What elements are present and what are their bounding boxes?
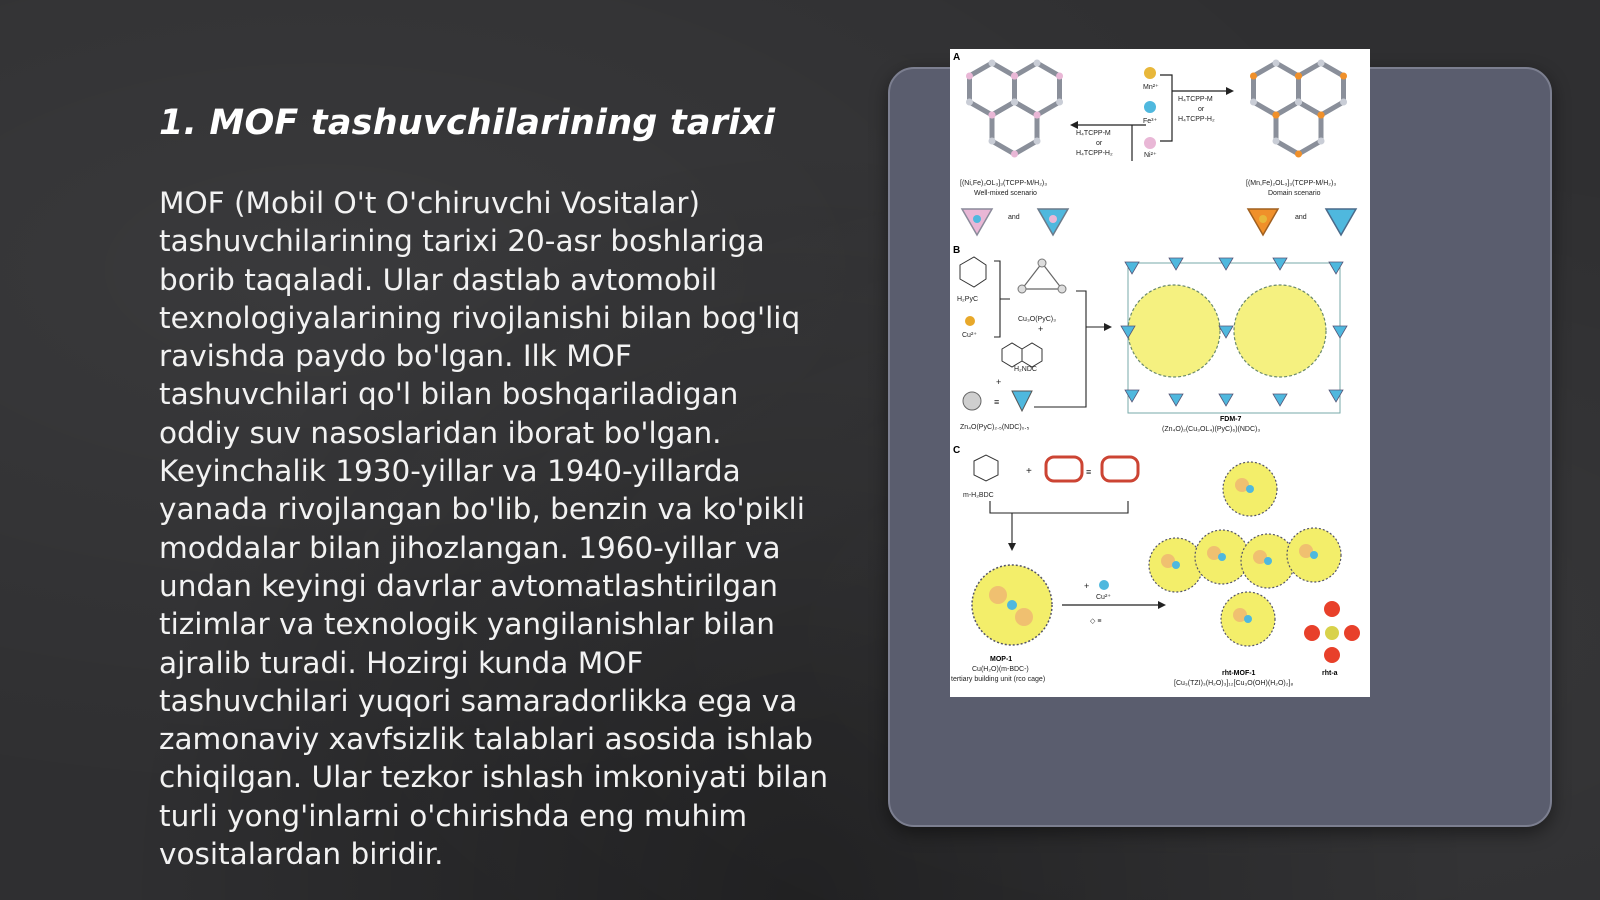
rht-mof-formula: [Cu₃(TZI)₃(H₂O)₃]₁₂[Cu₃O(OH)(H₂O)₂]₈ bbox=[1174, 680, 1294, 687]
panel-a bbox=[953, 52, 1356, 235]
body-line: yanada rivojlangan bo'lib, benzin va ko'pikli bbox=[159, 492, 805, 527]
arrow-right-label-1: H₄TCPP-M bbox=[1178, 96, 1213, 103]
body-line: texnologiyalarining rivojlanishi bilan bog'liq bbox=[159, 300, 801, 335]
panel-c-letter: C bbox=[953, 445, 961, 456]
left-formula: [(Ni,Fe)₂OL₃]₃(TCPP-M/H₂)₃ bbox=[960, 180, 1048, 187]
ligand-h2pyc: H₂PyC bbox=[957, 296, 978, 303]
mop1-name: MOP-1 bbox=[990, 656, 1013, 663]
rht-mof-name: rht-MOF-1 bbox=[1222, 670, 1256, 677]
body-line: ajralib turadi. Hozirgi kunda MOF bbox=[159, 645, 644, 680]
body-line: tizimlar va texnologik yangilanishlar bilan bbox=[159, 607, 775, 642]
fdm7-formula: (Zn₄O)₂(Cu₃OL₄)(PyC)₆)(NDC)₃ bbox=[1162, 426, 1261, 433]
slide-title: 1. MOF tashuvchilarining tarixi bbox=[159, 103, 776, 143]
slide-body-text bbox=[159, 184, 849, 873]
honeycomb-right-icon bbox=[1250, 60, 1347, 158]
body-line: undan keyingi davrlar avtomatlashtirilgan bbox=[159, 568, 778, 603]
arrow-left-label-2: or bbox=[1096, 140, 1103, 147]
mop1-formula: Cu(H₂O)(m-BDC-) bbox=[972, 666, 1029, 673]
honeycomb-left-icon bbox=[966, 60, 1063, 158]
cu-ion-c-icon bbox=[1099, 580, 1109, 590]
complex-cu3o: Cu₃O(PyC)₃ bbox=[1018, 316, 1056, 323]
body-line: zamonaviy xavfsizlik talablari asosida ishlab bbox=[159, 722, 814, 757]
body-line: tashuvchilari yuqori samaradorlikka ega va bbox=[159, 683, 798, 718]
body-line: oddiy suv nasoslaridan iborat bo'lgan. bbox=[159, 415, 722, 450]
ion-mn: Mn²⁺ bbox=[1143, 84, 1159, 91]
body-line: turli yong'inlarni o'chirishda eng muhim bbox=[159, 798, 748, 833]
svg-text:≡: ≡ bbox=[994, 397, 1000, 407]
svg-text:◇ ≡: ◇ ≡ bbox=[1090, 618, 1102, 625]
ligand-mh2bdc: m-H₂BDC bbox=[963, 492, 994, 499]
and-word-1: and bbox=[1008, 214, 1020, 221]
metal-cu-c: Cu²⁺ bbox=[1096, 594, 1111, 601]
body-line: borib taqaladi. Ular dastlab avtomobil bbox=[159, 262, 718, 297]
svg-text:+: + bbox=[1026, 466, 1032, 477]
arrow-left-label-1: H₄TCPP-M bbox=[1076, 130, 1111, 137]
fdm7-name: FDM-7 bbox=[1220, 416, 1242, 423]
body-line: Keyinchalik 1930-yillar va 1940-yillarda bbox=[159, 454, 741, 489]
svg-text:+: + bbox=[1084, 581, 1090, 591]
body-line: vositalardan biridir. bbox=[159, 837, 444, 872]
svg-text:+: + bbox=[1038, 324, 1044, 334]
arrow-right-label-3: H₄TCPP-H₂ bbox=[1178, 116, 1215, 123]
body-line: moddalar bilan jihozlangan. 1960-yillar va bbox=[159, 530, 781, 565]
body-line: tashuvchilari qo'l bilan boshqariladigan bbox=[159, 377, 739, 412]
metal-cu-b: Cu²⁺ bbox=[962, 332, 977, 339]
right-formula: [(Mn,Fe)₂OL₃]₃(TCPP-M/H₂)₃ bbox=[1246, 180, 1337, 187]
body-line: chiqilgan. Ular tezkor ishlash imkoniyati bilan bbox=[159, 760, 829, 795]
mof-figure bbox=[950, 49, 1370, 697]
body-line: tashuvchilarining tarixi 20-asr boshlariga bbox=[159, 224, 765, 259]
panel-c bbox=[951, 445, 1360, 687]
panel-a-letter: A bbox=[953, 52, 961, 63]
body-line: ravishda paydo bo'lgan. Ilk MOF bbox=[159, 339, 632, 374]
svg-text:≡: ≡ bbox=[1086, 467, 1092, 477]
panel-b bbox=[953, 245, 1347, 433]
and-word-2: and bbox=[1295, 214, 1307, 221]
ni-ion-icon bbox=[1144, 137, 1156, 149]
mop1-caption: tertiary building unit (rco cage) bbox=[951, 676, 1046, 683]
arrow-left-label-3: H₄TCPP-H₂ bbox=[1076, 150, 1113, 157]
panel-b-letter: B bbox=[953, 245, 961, 256]
ligand-h2ndc: H₂NDC bbox=[1014, 366, 1037, 373]
ion-fe: Fe³⁺ bbox=[1143, 118, 1158, 125]
mn-ion-icon bbox=[1144, 67, 1156, 79]
left-caption: Well-mixed scenario bbox=[974, 190, 1037, 197]
rht-a-name: rht-a bbox=[1322, 670, 1338, 677]
ion-ni: Ni²⁺ bbox=[1144, 152, 1157, 159]
arrow-right-label-2: or bbox=[1198, 106, 1205, 113]
right-caption: Domain scenario bbox=[1268, 190, 1321, 197]
cluster-zn4o: Zn₄O(PyC)₂.₅(NDC)₀.₅ bbox=[960, 424, 1030, 431]
rht-mof-cages bbox=[1149, 462, 1341, 646]
body-line: MOF (Mobil O't O'chiruvchi Vositalar) bbox=[159, 186, 701, 220]
fe-ion-icon bbox=[1144, 101, 1156, 113]
cu-ion-icon bbox=[965, 316, 975, 326]
svg-text:+: + bbox=[996, 377, 1002, 387]
